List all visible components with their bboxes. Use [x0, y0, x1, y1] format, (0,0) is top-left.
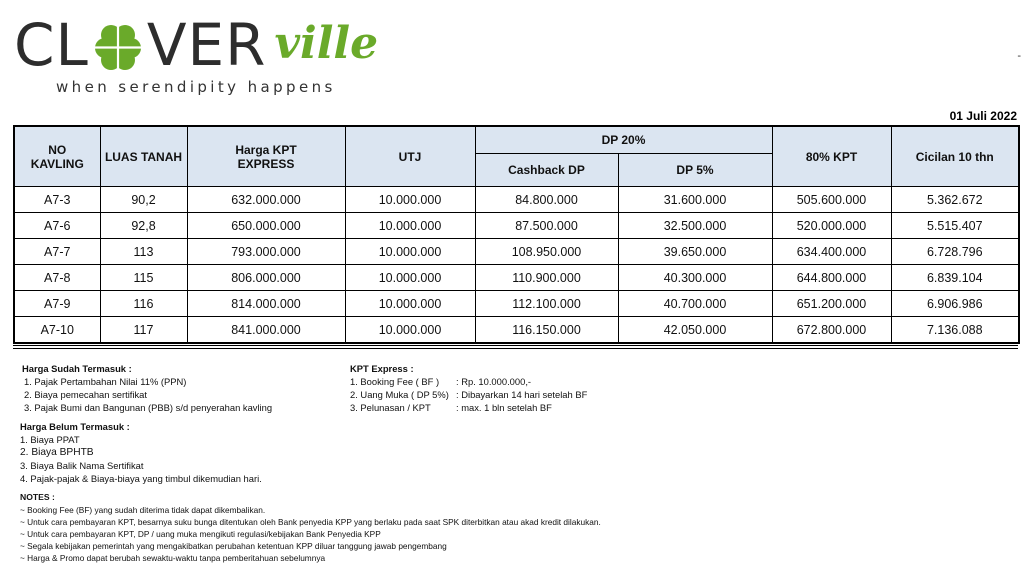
cell-utj: 10.000.000 [345, 265, 475, 291]
header-no-kavling: NO KAVLING [14, 126, 100, 187]
header-dp-group: DP 20% [475, 126, 772, 154]
cell-harga: 841.000.000 [187, 317, 345, 344]
header-luas-tanah: LUAS TANAH [100, 126, 187, 187]
kpt-express-section [350, 362, 587, 414]
cell-luas: 116 [100, 291, 187, 317]
cell-kpt80: 505.600.000 [772, 187, 891, 213]
cell-kpt80: 651.200.000 [772, 291, 891, 317]
cell-kavling: A7-10 [14, 317, 100, 344]
cell-utj: 10.000.000 [345, 291, 475, 317]
divider-line [13, 345, 1018, 346]
table-row [14, 239, 1019, 265]
header-dp-5: DP 5% [618, 154, 772, 187]
included-item: 1. Pajak Pertambahan Nilai 11% (PPN) [24, 376, 187, 387]
included-title: Harga Sudah Termasuk : [22, 363, 132, 374]
cell-cashback: 84.800.000 [475, 187, 618, 213]
cell-cicilan: 5.515.407 [891, 213, 1019, 239]
table-row [14, 265, 1019, 291]
cell-harga: 806.000.000 [187, 265, 345, 291]
clover-leaf-icon [91, 18, 145, 74]
cell-luas: 92,8 [100, 213, 187, 239]
note-item: ~ Harga & Promo dapat berubah sewaktu-waktu tanpa pemberitahuan sebelumnya [20, 553, 326, 563]
logo-tagline: when serendipity happens [56, 78, 336, 96]
cell-utj: 10.000.000 [345, 239, 475, 265]
logo-text-left: CL [14, 11, 89, 79]
cell-luas: 90,2 [100, 187, 187, 213]
cell-kavling: A7-7 [14, 239, 100, 265]
excluded-item: 4. Pajak-pajak & Biaya-biaya yang timbul dikemudian hari. [20, 473, 262, 484]
header-harga-kpt: Harga KPT EXPRESS [187, 126, 345, 187]
cell-harga: 793.000.000 [187, 239, 345, 265]
price-list-date: 01 Juli 2022 [949, 109, 1017, 123]
note-item: ~ Segala kebijakan pemerintah yang mengakibatkan perubahan ketentuan KPP diluar tanggung jawab pengembang [20, 541, 447, 551]
cell-cicilan: 6.728.796 [891, 239, 1019, 265]
cell-kavling: A7-6 [14, 213, 100, 239]
table-row [14, 317, 1019, 344]
cell-harga: 632.000.000 [187, 187, 345, 213]
cell-cicilan: 7.136.088 [891, 317, 1019, 344]
cell-kavling: A7-9 [14, 291, 100, 317]
excluded-item: 2. Biaya BPHTB [20, 447, 94, 458]
cell-harga: 650.000.000 [187, 213, 345, 239]
table-row [14, 187, 1019, 213]
cell-luas: 117 [100, 317, 187, 344]
cell-kavling: A7-3 [14, 187, 100, 213]
included-item: 3. Pajak Bumi dan Bangunan (PBB) s/d penyerahan kavling [24, 402, 273, 413]
table-row [14, 213, 1019, 239]
cell-utj: 10.000.000 [345, 317, 475, 344]
cell-kavling: A7-8 [14, 265, 100, 291]
logo-script-ville: ville [274, 18, 379, 69]
cell-cicilan: 6.906.986 [891, 291, 1019, 317]
cell-luas: 113 [100, 239, 187, 265]
corner-mark: - [1017, 50, 1021, 62]
header-cashback-dp: Cashback DP [475, 154, 618, 187]
notes-title: NOTES : [20, 492, 55, 502]
cell-kpt80: 672.800.000 [772, 317, 891, 344]
cell-cashback: 108.950.000 [475, 239, 618, 265]
cell-cicilan: 5.362.672 [891, 187, 1019, 213]
cell-dp5: 39.650.000 [618, 239, 772, 265]
clover-ville-logo [14, 10, 434, 100]
note-item: ~ Untuk cara pembayaran KPT, DP / uang muka mengikuti regulasi/kebijakan Bank Penyedia KPP [20, 529, 381, 539]
table-row [14, 291, 1019, 317]
header-cicilan: Cicilan 10 thn [891, 126, 1019, 187]
cell-utj: 10.000.000 [345, 213, 475, 239]
cell-kpt80: 644.800.000 [772, 265, 891, 291]
cell-harga: 814.000.000 [187, 291, 345, 317]
price-table [13, 125, 1020, 344]
cell-dp5: 32.500.000 [618, 213, 772, 239]
cell-dp5: 40.300.000 [618, 265, 772, 291]
cell-dp5: 42.050.000 [618, 317, 772, 344]
cell-cashback: 116.150.000 [475, 317, 618, 344]
kpt-express-item: 3. Pelunasan / KPT : max. 1 bln setelah BF [350, 402, 552, 413]
cell-cicilan: 6.839.104 [891, 265, 1019, 291]
excluded-item: 3. Biaya Balik Nama Sertifikat [20, 460, 144, 471]
excluded-item: 1. Biaya PPAT [20, 434, 80, 445]
cell-cashback: 87.500.000 [475, 213, 618, 239]
cell-kpt80: 520.000.000 [772, 213, 891, 239]
kpt-express-item: 1. Booking Fee ( BF ) : Rp. 10.000.000,- [350, 376, 532, 387]
kpt-express-item: 2. Uang Muka ( DP 5%) : Dibayarkan 14 hari setelah BF [350, 389, 588, 400]
excluded-title: Harga Belum Termasuk : [20, 421, 130, 432]
cell-dp5: 31.600.000 [618, 187, 772, 213]
logo-text-right: VER [146, 11, 267, 79]
cell-utj: 10.000.000 [345, 187, 475, 213]
cell-cashback: 112.100.000 [475, 291, 618, 317]
cell-dp5: 40.700.000 [618, 291, 772, 317]
kpt-express-title: KPT Express : [350, 363, 414, 374]
header-utj: UTJ [345, 126, 475, 187]
cell-kpt80: 634.400.000 [772, 239, 891, 265]
note-item: ~ Booking Fee (BF) yang sudah diterima tidak dapat dikembalikan. [20, 505, 266, 515]
cell-luas: 115 [100, 265, 187, 291]
cell-cashback: 110.900.000 [475, 265, 618, 291]
header-kpt-80: 80% KPT [772, 126, 891, 187]
included-item: 2. Biaya pemecahan sertifikat [24, 389, 147, 400]
note-item: ~ Untuk cara pembayaran KPT, besarnya suku bunga ditentukan oleh Bank penyedia KPP yang berlaku pada saat SPK diterbitkan atau akad kredit dilakukan. [20, 517, 601, 527]
divider-line [13, 348, 1018, 349]
